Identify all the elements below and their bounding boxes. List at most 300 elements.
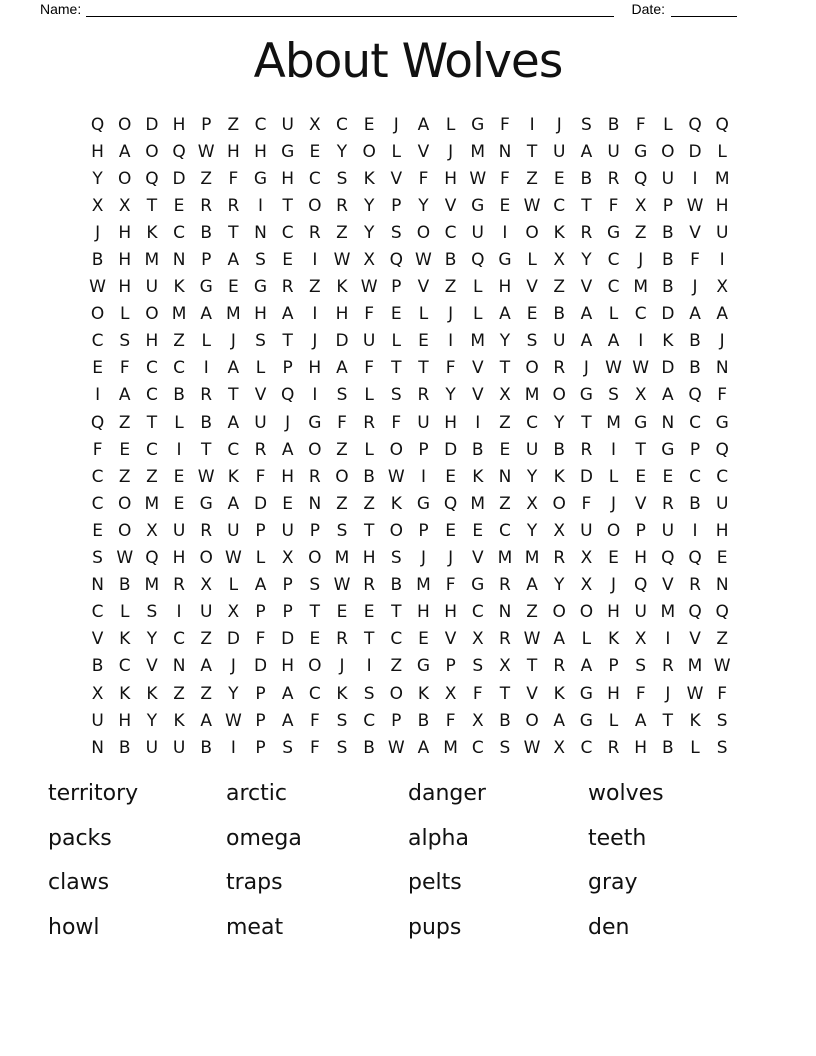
grid-letter: M <box>660 602 676 623</box>
grid-letter: K <box>553 222 565 243</box>
grid-letter: G <box>579 710 593 731</box>
word-list-item: traps <box>226 870 283 896</box>
grid-letter: Q <box>389 250 403 271</box>
grid-letter: K <box>553 466 565 487</box>
grid-letter: H <box>254 304 267 325</box>
grid-letter: I <box>665 629 671 650</box>
grid-letter: Y <box>146 629 158 650</box>
grid-letter: G <box>606 222 621 243</box>
grid-letter: L <box>201 331 211 352</box>
grid-letter: M <box>171 304 187 325</box>
grid-letter: E <box>227 277 239 298</box>
grid-letter: Y <box>581 250 592 271</box>
grid-letter: R <box>661 493 674 514</box>
grid-letter: B <box>499 710 511 731</box>
grid-letter: V <box>444 629 457 650</box>
grid-letter: S <box>716 737 728 758</box>
grid-letter: E <box>173 466 185 487</box>
grid-letter: V <box>146 656 158 677</box>
grid-letter: C <box>173 358 185 379</box>
grid-letter: Q <box>90 412 105 433</box>
grid-letter: V <box>471 385 484 406</box>
word-list <box>48 780 776 958</box>
grid-letter: F <box>309 737 320 758</box>
grid-letter: S <box>336 737 348 758</box>
grid-letter: A <box>716 304 728 325</box>
grid-letter: R <box>499 629 511 650</box>
grid-letter: A <box>634 710 647 731</box>
grid-letter: M <box>334 548 350 569</box>
grid-letter: O <box>552 385 566 406</box>
grid-letter: Z <box>173 683 185 704</box>
grid-letter: L <box>527 250 537 271</box>
grid-letter: B <box>91 250 104 271</box>
grid-letter: C <box>281 222 294 243</box>
grid-letter: B <box>662 222 674 243</box>
grid-letter: U <box>172 737 186 758</box>
grid-letter: W <box>713 656 731 677</box>
grid-letter: J <box>611 575 617 596</box>
grid-letter: J <box>448 141 454 162</box>
grid-letter: J <box>448 548 454 569</box>
grid-letter: O <box>362 141 376 162</box>
grid-letter: Z <box>146 466 158 487</box>
grid-letter: N <box>498 466 512 487</box>
grid-letter: C <box>118 656 131 677</box>
grid-letter: C <box>607 277 620 298</box>
grid-letter: F <box>635 683 646 704</box>
grid-letter: V <box>471 548 484 569</box>
grid-letter: Z <box>499 493 511 514</box>
grid-letter: B <box>553 439 566 460</box>
grid-letter: T <box>391 358 402 379</box>
grid-letter: T <box>581 195 592 216</box>
grid-letter: R <box>661 656 674 677</box>
grid-letter: X <box>553 520 566 541</box>
grid-letter: U <box>471 222 484 243</box>
grid-letter: Q <box>471 250 485 271</box>
grid-letter: H <box>634 737 648 758</box>
grid-letter: T <box>228 222 239 243</box>
grid-letter: D <box>226 629 240 650</box>
grid-letter: S <box>390 548 402 569</box>
grid-letter: M <box>687 656 703 677</box>
grid-letter: I <box>719 250 725 271</box>
grid-letter: I <box>448 331 454 352</box>
grid-letter: I <box>502 222 508 243</box>
grid-letter: S <box>119 331 131 352</box>
grid-letter: Z <box>336 222 348 243</box>
grid-letter: A <box>553 629 566 650</box>
grid-letter: D <box>172 168 186 189</box>
grid-letter: Z <box>526 168 538 189</box>
grid-letter: H <box>417 602 430 623</box>
grid-letter: R <box>308 222 321 243</box>
grid-letter: U <box>254 412 267 433</box>
grid-letter: F <box>608 195 619 216</box>
grid-letter: U <box>145 277 159 298</box>
grid-letter: I <box>420 466 426 487</box>
grid-letter: K <box>119 683 131 704</box>
grid-letter: E <box>553 168 565 189</box>
grid-letter: G <box>199 277 213 298</box>
grid-letter: O <box>525 358 539 379</box>
grid-letter: H <box>172 114 186 135</box>
grid-letter: Z <box>499 412 511 433</box>
grid-letter: U <box>553 141 566 162</box>
grid-letter: Z <box>336 439 348 460</box>
grid-letter: A <box>200 304 213 325</box>
grid-letter: B <box>417 710 430 731</box>
grid-letter: W <box>89 277 106 298</box>
grid-letter: O <box>118 168 132 189</box>
grid-letter: E <box>635 466 647 487</box>
grid-letter: M <box>416 575 431 596</box>
grid-letter: L <box>608 304 619 325</box>
grid-letter: F <box>92 439 103 460</box>
grid-letter: A <box>662 385 674 406</box>
grid-letter: H <box>498 277 512 298</box>
grid-letter: Y <box>526 520 538 541</box>
grid-letter: B <box>91 656 104 677</box>
grid-letter: G <box>579 683 593 704</box>
grid-letter: I <box>203 358 209 379</box>
grid-letter: C <box>607 250 620 271</box>
grid-letter: R <box>336 629 348 650</box>
grid-letter: M <box>470 141 486 162</box>
grid-letter: W <box>197 466 215 487</box>
grid-letter: Z <box>444 277 457 298</box>
grid-letter: R <box>553 548 566 569</box>
grid-letter: A <box>607 331 620 352</box>
grid-letter: H <box>281 168 295 189</box>
grid-letter: M <box>226 304 241 325</box>
word-list-item: danger <box>408 781 486 806</box>
grid-letter: F <box>445 575 456 596</box>
grid-letter: O <box>308 656 322 677</box>
word-list-item: pelts <box>408 870 462 896</box>
grid-letter: F <box>445 358 456 379</box>
grid-letter: S <box>526 331 538 352</box>
grid-letter: M <box>633 277 649 298</box>
grid-letter: O <box>552 602 566 623</box>
grid-letter: A <box>526 575 538 596</box>
grid-letter: T <box>418 358 429 379</box>
grid-letter: A <box>118 141 131 162</box>
grid-letter: A <box>281 710 294 731</box>
grid-letter: O <box>525 710 539 731</box>
grid-letter: O <box>118 493 132 514</box>
grid-letter: N <box>715 358 729 379</box>
grid-letter: X <box>634 629 647 650</box>
grid-letter: T <box>228 385 239 406</box>
grid-letter: O <box>606 520 621 541</box>
grid-letter: R <box>254 439 267 460</box>
grid-letter: W <box>686 195 704 216</box>
grid-letter: F <box>309 710 320 731</box>
grid-letter: Z <box>200 683 213 704</box>
grid-letter: E <box>418 629 429 650</box>
grid-letter: P <box>608 656 619 677</box>
grid-letter: Q <box>715 114 729 135</box>
grid-letter: X <box>471 629 484 650</box>
grid-letter: T <box>526 656 538 677</box>
grid-letter: C <box>91 331 104 352</box>
grid-letter: X <box>309 114 321 135</box>
grid-letter: G <box>199 493 213 514</box>
grid-letter: W <box>333 250 351 271</box>
grid-letter: H <box>281 656 295 677</box>
grid-letter: O <box>389 520 403 541</box>
grid-letter: G <box>634 141 648 162</box>
word-list-item: meat <box>226 914 284 940</box>
grid-letter: C <box>227 439 240 460</box>
grid-letter: Y <box>418 195 429 216</box>
grid-letter: M <box>497 548 513 569</box>
grid-letter: V <box>689 629 701 650</box>
grid-letter: F <box>255 629 266 650</box>
grid-letter: J <box>95 222 101 243</box>
grid-letter: L <box>391 141 402 162</box>
grid-letter: V <box>689 222 701 243</box>
grid-letter: X <box>526 493 538 514</box>
grid-letter: R <box>336 195 348 216</box>
grid-letter: H <box>118 222 132 243</box>
grid-letter: E <box>390 304 402 325</box>
grid-letter: W <box>605 358 622 379</box>
name-blank-line <box>86 2 613 17</box>
grid-letter: A <box>227 250 240 271</box>
grid-letter: D <box>661 358 675 379</box>
grid-letter: F <box>472 683 483 704</box>
grid-letter: Z <box>716 629 728 650</box>
grid-letter: C <box>91 602 104 623</box>
grid-letter: O <box>552 493 566 514</box>
grid-letter: Q <box>90 114 105 135</box>
grid-letter: T <box>581 412 592 433</box>
grid-letter: S <box>336 520 348 541</box>
grid-letter: Z <box>118 412 131 433</box>
grid-letter: J <box>556 114 562 135</box>
grid-letter: Y <box>336 141 348 162</box>
grid-letter: K <box>146 222 158 243</box>
grid-letter: K <box>363 168 375 189</box>
grid-letter: U <box>634 602 647 623</box>
grid-letter: A <box>580 304 593 325</box>
grid-letter: F <box>364 358 375 379</box>
grid-letter: Q <box>688 548 702 569</box>
grid-letter: F <box>690 250 700 271</box>
grid-letter: H <box>715 520 729 541</box>
grid-letter: R <box>227 195 240 216</box>
grid-letter: X <box>580 575 593 596</box>
grid-letter: I <box>611 439 617 460</box>
grid-letter: S <box>363 683 375 704</box>
grid-letter: S <box>472 656 484 677</box>
grid-letter: U <box>227 520 240 541</box>
grid-letter: V <box>417 277 430 298</box>
grid-letter: B <box>553 304 566 325</box>
grid-letter: Z <box>634 222 647 243</box>
grid-letter: R <box>553 656 566 677</box>
grid-letter: H <box>254 141 267 162</box>
grid-letter: W <box>469 168 487 189</box>
grid-letter: Q <box>280 385 295 406</box>
grid-letter: U <box>362 331 376 352</box>
grid-letter: K <box>472 466 484 487</box>
grid-letter: W <box>360 277 378 298</box>
grid-letter: A <box>227 493 240 514</box>
grid-letter: O <box>90 304 105 325</box>
grid-letter: S <box>390 385 402 406</box>
grid-letter: H <box>715 195 729 216</box>
grid-letter: L <box>174 412 184 433</box>
grid-letter: D <box>579 466 593 487</box>
grid-letter: B <box>390 575 403 596</box>
grid-letter: E <box>92 358 103 379</box>
grid-letter: J <box>665 683 671 704</box>
grid-letter: X <box>553 250 566 271</box>
grid-letter: S <box>146 602 158 623</box>
grid-letter: Y <box>146 710 158 731</box>
grid-letter: R <box>580 439 593 460</box>
grid-letter: U <box>91 710 104 731</box>
grid-letter: U <box>417 412 430 433</box>
grid-letter: X <box>634 385 647 406</box>
grid-letter: R <box>281 277 294 298</box>
grid-letter: E <box>336 602 348 623</box>
grid-letter: T <box>309 602 321 623</box>
grid-letter: A <box>553 710 566 731</box>
grid-letter: L <box>255 358 266 379</box>
grid-letter: B <box>118 575 131 596</box>
grid-letter: B <box>363 466 375 487</box>
grid-letter: U <box>199 602 213 623</box>
grid-letter: F <box>337 412 347 433</box>
grid-letter: Y <box>363 222 375 243</box>
grid-letter: T <box>363 520 375 541</box>
grid-letter: M <box>524 385 540 406</box>
grid-letter: E <box>716 548 728 569</box>
grid-letter: V <box>662 575 674 596</box>
grid-letter: Z <box>336 493 348 514</box>
grid-letter: H <box>308 358 322 379</box>
grid-letter: X <box>444 683 457 704</box>
grid-letter: X <box>634 195 647 216</box>
grid-letter: M <box>144 575 160 596</box>
grid-letter: E <box>662 466 674 487</box>
grid-letter: L <box>119 304 130 325</box>
word-list-item: howl <box>48 914 100 940</box>
grid-letter: R <box>417 385 430 406</box>
grid-letter: F <box>445 710 456 731</box>
grid-letter: W <box>333 575 351 596</box>
grid-letter: R <box>499 575 511 596</box>
grid-letter: P <box>255 737 266 758</box>
grid-letter: Y <box>554 412 565 433</box>
grid-letter: C <box>173 222 185 243</box>
grid-letter: Q <box>661 548 675 569</box>
grid-letter: H <box>607 683 620 704</box>
grid-letter: S <box>499 737 511 758</box>
grid-letter: W <box>686 683 704 704</box>
grid-letter: P <box>255 683 266 704</box>
grid-letter: I <box>312 250 318 271</box>
page-title: About Wolves <box>253 34 563 89</box>
grid-letter: T <box>499 683 511 704</box>
grid-letter: C <box>145 439 158 460</box>
grid-letter: T <box>526 141 538 162</box>
grid-letter: E <box>445 520 456 541</box>
grid-letter: N <box>715 575 729 596</box>
grid-letter: I <box>176 439 182 460</box>
grid-letter: H <box>172 548 186 569</box>
word-list-item: den <box>588 914 630 940</box>
grid-letter: E <box>472 520 484 541</box>
grid-letter: O <box>525 222 539 243</box>
grid-letter: A <box>499 304 511 325</box>
grid-letter: C <box>91 466 104 487</box>
grid-letter: G <box>308 412 322 433</box>
grid-letter: B <box>580 168 593 189</box>
grid-letter: P <box>201 114 212 135</box>
grid-letter: O <box>308 195 322 216</box>
grid-letter: Y <box>554 575 565 596</box>
grid-letter: E <box>282 493 294 514</box>
grid-letter: C <box>308 168 321 189</box>
grid-letter: N <box>308 493 322 514</box>
grid-letter: O <box>389 439 403 460</box>
grid-letter: I <box>312 385 318 406</box>
grid-letter: I <box>258 195 264 216</box>
grid-letter: L <box>608 466 619 487</box>
grid-letter: U <box>145 737 159 758</box>
grid-letter: H <box>118 250 132 271</box>
grid-letter: R <box>607 168 620 189</box>
grid-letter: R <box>689 575 701 596</box>
grid-letter: P <box>201 250 212 271</box>
grid-letter: L <box>391 331 402 352</box>
grid-letter: H <box>118 710 132 731</box>
grid-letter: T <box>146 412 158 433</box>
grid-letter: H <box>634 548 648 569</box>
grid-letter: H <box>607 602 620 623</box>
grid-letter: M <box>606 412 621 433</box>
grid-letter: V <box>390 168 403 189</box>
grid-letter: B <box>363 737 375 758</box>
grid-letter: B <box>607 114 620 135</box>
grid-letter: X <box>499 385 511 406</box>
grid-letter: R <box>363 575 376 596</box>
grid-letter: P <box>635 520 646 541</box>
grid-letter: G <box>253 168 268 189</box>
grid-letter: I <box>366 656 372 677</box>
grid-letter: W <box>116 548 134 569</box>
grid-letter: U <box>172 520 186 541</box>
word-list-item: alpha <box>408 825 469 851</box>
grid-letter: Y <box>228 683 239 704</box>
grid-letter: T <box>363 629 375 650</box>
grid-letter: A <box>281 683 294 704</box>
grid-letter: X <box>499 656 511 677</box>
grid-letter: L <box>255 548 266 569</box>
grid-letter: A <box>580 141 593 162</box>
grid-letter: S <box>390 222 402 243</box>
grid-letter: B <box>444 250 457 271</box>
grid-letter: W <box>387 737 405 758</box>
grid-letter: O <box>199 548 213 569</box>
grid-letter: W <box>197 141 215 162</box>
